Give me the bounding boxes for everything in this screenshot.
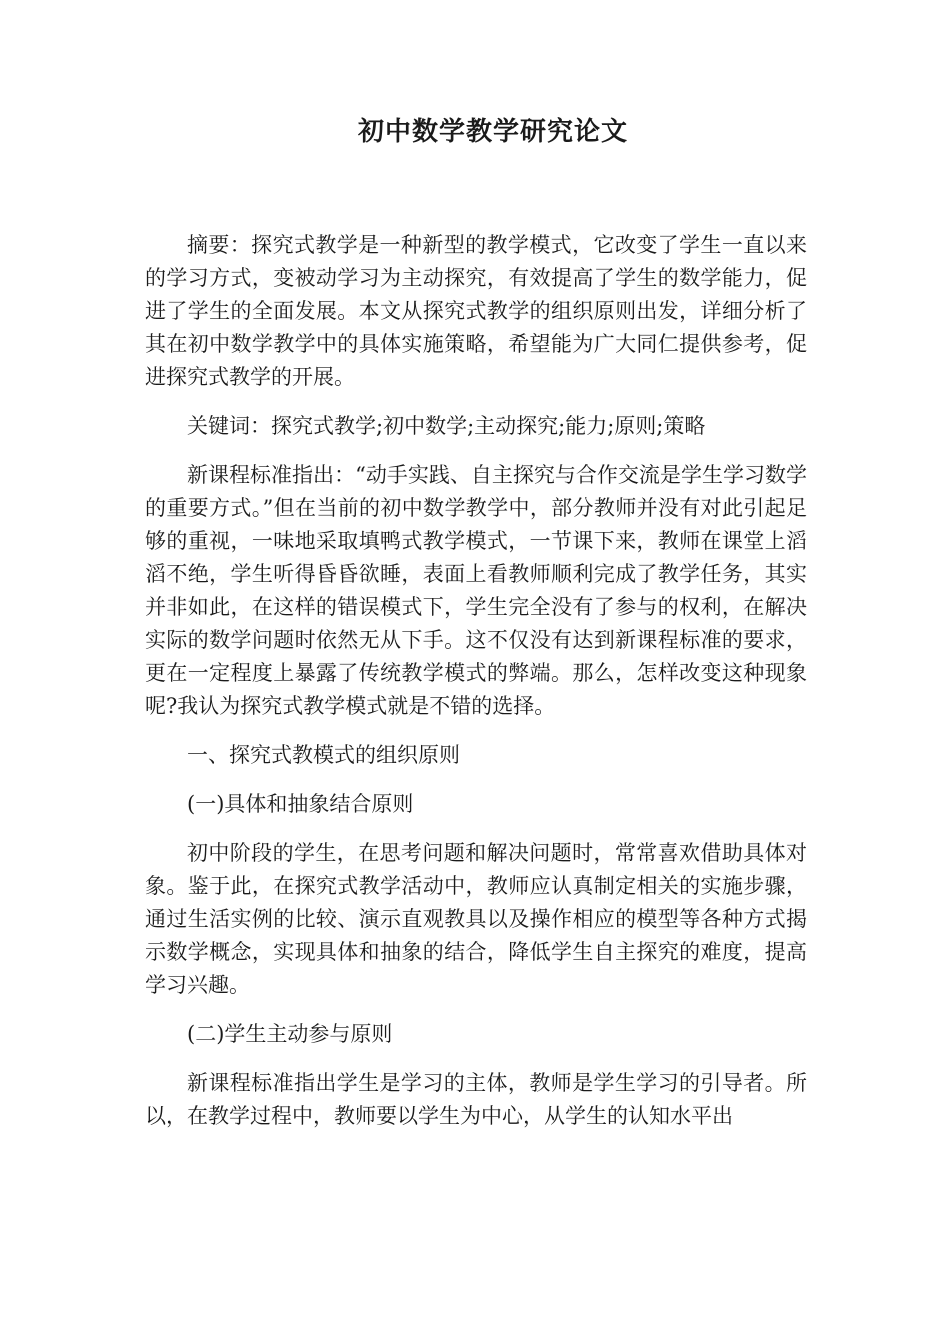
subsection-heading-1: (一)具体和抽象结合原则 <box>187 792 414 816</box>
document-body <box>145 229 807 1149</box>
body-paragraph-1: 初中阶段的学生，在思考问题和解决问题时，常常喜欢借助具体对象。鉴于此，在探究式教学活动中，教师应认真制定相关的实施步骤，通过生活实例的比较、演示直观教具以及操作相应的模型等各种方式揭示数学概念，实现具体和抽象的结合，降低学生自主探究的难度，提高学习兴趣。 <box>145 841 807 997</box>
intro-paragraph: 新课程标准指出：“动手实践、自主探究与合作交流是学生学习数学的重要方式。”但在当前的初中数学教学中，部分教师并没有对此引起足够的重视，一味地采取填鸭式教学模式，一节课下来，教师在课堂上滔滔不绝，学生听得昏昏欲睡，表面上看教师顺利完成了教学任务，其实并非如此，在这样的错误模式下，学生完全没有了参与的权利，在解决实际的数学问题时依然无从下手。这不仅没有达到新课程标准的要求，更在一定程度上暴露了传统教学模式的弊端。那么，怎样改变这种现象呢?我认为探究式教学模式就是不错的选择。 <box>145 463 807 718</box>
keywords-paragraph: 关键词：探究式教学;初中数学;主动探究;能力;原则;策略 <box>187 414 706 438</box>
body-paragraph-2: 新课程标准指出学生是学习的主体，教师是学生学习的引导者。所以，在教学过程中，教师要以学生为中心，从学生的认知水平出 <box>145 1071 807 1128</box>
abstract-paragraph: 摘要：探究式教学是一种新型的教学模式，它改变了学生一直以来的学习方式，变被动学习为主动探究，有效提高了学生的数学能力，促进了学生的全面发展。本文从探究式教学的组织原则出发，详细分析了其在初中数学教学中的具体实施策略，希望能为广大同仁提供参考，促进探究式教学的开展。 <box>145 233 807 389</box>
subsection-heading-2: (二)学生主动参与原则 <box>187 1022 393 1046</box>
document-title: 初中数学教学研究论文 <box>357 117 628 147</box>
section-heading-1: 一、探究式教模式的组织原则 <box>187 743 460 767</box>
